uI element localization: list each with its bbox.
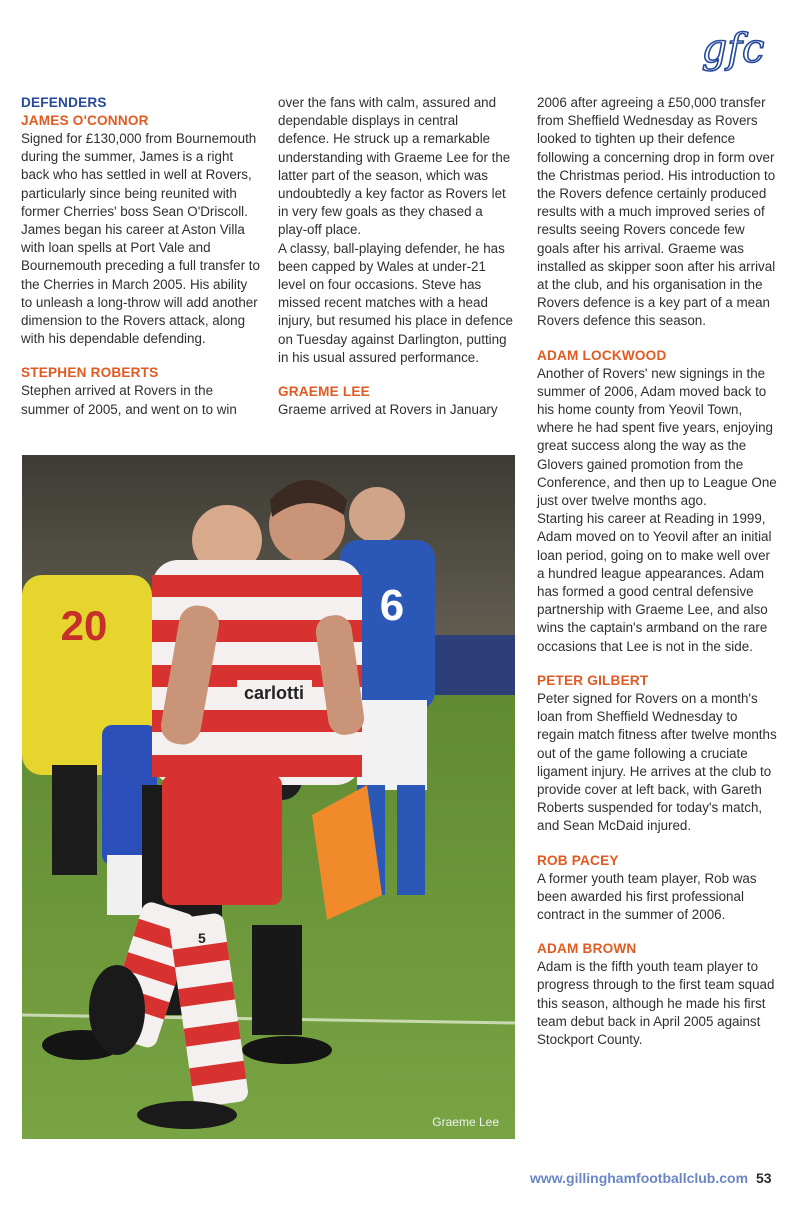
player-bio-adam-brown: Adam is the fifth youth team player to progress through to the first team squad this season, although he made his first team debut back in April 2005 against Stockport County. — [537, 959, 775, 1047]
graeme-lee-bio-continued: 2006 after agreeing a £50,000 transfer from Sheffield Wednesday as Rovers looked to tighten up their defence following a concerning drop in form over the Christmas period. His introduction to the Rovers defence certainly produced results with a much improved series of results seeing Rovers concede few goals after his arrival. Graeme was installed as skipper soon after his arrival at the club, and his organisation in the Rovers defence is a key part of a mean Rovers defence this season. — [537, 95, 776, 329]
logo-text: gfc — [701, 26, 765, 72]
shirt-sponsor: carlotti — [243, 683, 305, 703]
club-logo — [690, 20, 776, 80]
column-2 — [278, 94, 513, 419]
player-bio-peter-gilbert: Peter signed for Rovers on a month's loan from Sheffield Wednesday to regain match fitness after twelve months out of the game following a cruciate ligament injury. He arrives at the club to provide cover at left back, with Gareth Roberts suspended for today's match, and Sean McDaid injured. — [537, 690, 777, 834]
player-bio-james-oconnor: Signed for £130,000 from Bournemouth during the summer, James is a right back who has settled in well at Rovers, particularly since being reunited with former Cherries' boss Sean O'Driscoll. James began his career at Aston Villa with loan spells at Port Vale and Bournemouth preceding a full transfer to the Cherries in March 2005. His ability to unleash a long-throw will add another dimension to the Rovers attack, along with his dependable defending. — [21, 131, 260, 347]
column-3 — [537, 94, 777, 1049]
sock-number: 5 — [198, 930, 206, 946]
player-name-james-oconnor: JAMES O'CONNOR — [21, 113, 149, 128]
player-name-graeme-lee: GRAEME LEE — [278, 384, 370, 400]
player-bio-rob-pacey: A former youth team player, Rob was been awarded his first professional contract in the summer of 2006. — [537, 870, 757, 922]
player-name-peter-gilbert: PETER GILBERT — [537, 672, 649, 688]
stephen-roberts-bio-continued: over the fans with calm, assured and dependable displays in central defence. He struck up a remarkable understanding with Graeme Lee for the latter part of the season, which was undoubtedly a key factor as Rovers let in very few goals as they chased a play-off place. — [278, 95, 511, 238]
player-bio-graeme-lee: Graeme arrived at Rovers in January — [278, 402, 498, 418]
page-footer — [530, 1170, 772, 1186]
player-bio-adam-lockwood-career: Starting his career at Reading in 1999, Adam moved on to Yeovil after an initial loan period, going on to make well over a hundred league appearances. Adam has formed a good central defensive partnership with Graeme Lee, and also wins the captain's armband on the rare occasions that Lee is not in the side. — [537, 511, 772, 654]
player-photo — [22, 455, 515, 1139]
section-title-defenders: DEFENDERS — [21, 95, 107, 110]
player-name-rob-pacey: ROB PACEY — [537, 852, 619, 868]
club-website-link[interactable]: www.gillinghamfootballclub.com — [530, 1170, 749, 1186]
player-name-adam-lockwood: ADAM LOCKWOOD — [537, 347, 667, 363]
player-name-adam-brown: ADAM BROWN — [537, 941, 637, 957]
player-name-stephen-roberts: STEPHEN ROBERTS — [21, 365, 159, 381]
player-bio-adam-lockwood: Another of Rovers' new signings in the summer of 2006, Adam moved back to his home county from Yeovil Town, where he had spent five years, enjoying great success along the way as the Glovers gained promotion from the Conference, and then up to League One just over twelve months ago. — [537, 365, 777, 509]
photo-caption: Graeme Lee — [432, 1115, 499, 1129]
page-number: 53 — [755, 1170, 772, 1186]
stephen-roberts-bio-wales: A classy, ball-playing defender, he has been capped by Wales at under-21 level on four occasions. Steve has missed recent matches with a head injury, but resumed his place in defence on Tuesday against Darlington, putting in his usual assured performance. — [278, 240, 513, 365]
player-bio-stephen-roberts: Stephen arrived at Rovers in the summer of 2005, and went on to win — [21, 383, 237, 417]
background-shirt-number: 20 — [60, 602, 108, 649]
opponent-shirt-number: 6 — [379, 581, 405, 630]
column-1 — [21, 94, 261, 419]
